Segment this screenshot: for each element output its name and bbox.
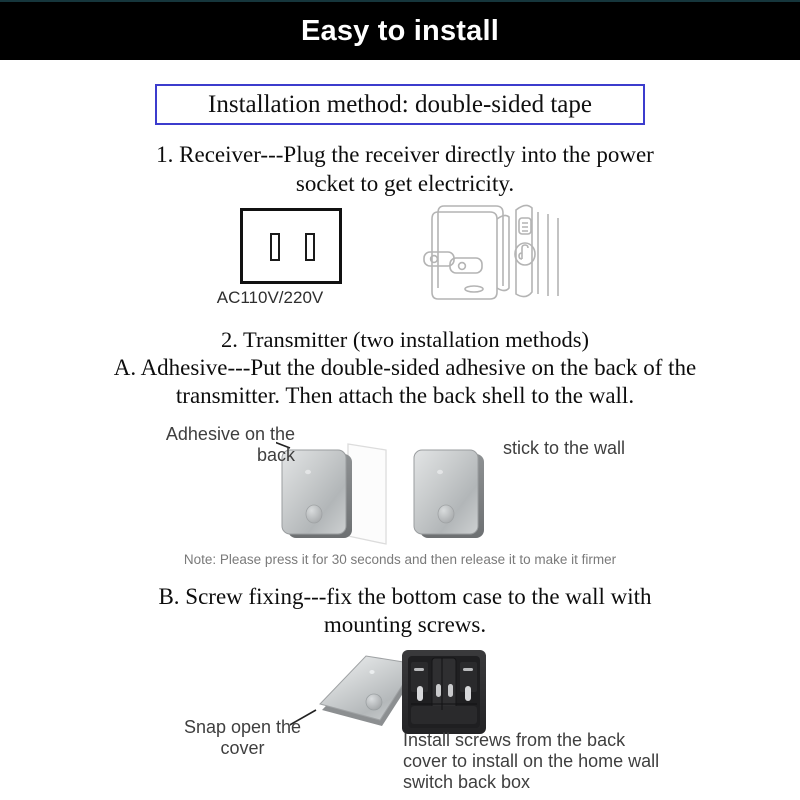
- screw-fixing-svg: [290, 644, 520, 744]
- step-1-text: 1. Receiver---Plug the receiver directly into the power socket to get electricity.: [156, 142, 654, 196]
- socket-slot-left: [270, 233, 280, 261]
- wall-switch-back-box: [402, 650, 486, 734]
- adhesive-on-back-label: Adhesive on the back: [165, 424, 295, 465]
- header-title: Easy to install: [300, 14, 499, 47]
- ac-rating-label: AC110V/220V: [216, 288, 324, 307]
- receiver-line-art: [398, 196, 588, 308]
- step-b-text: B. Screw fixing---fix the bottom case to the wall with mounting screws.: [158, 584, 652, 637]
- socket-slot-right: [305, 233, 315, 261]
- install-screws-label: Install screws from the back cover to install on the home wall switch back box: [403, 730, 660, 793]
- step-a-text: A. Adhesive---Put the double-sided adhesive on the back of the transmitter. Then attach the back shell to the wall.: [113, 355, 697, 408]
- installation-method-text: Installation method: double-sided tape: [208, 90, 592, 118]
- snap-open-cover-label: Snap open the cover: [183, 717, 302, 758]
- adhesive-sheet: [348, 444, 386, 544]
- stick-to-wall-label: stick to the wall: [502, 438, 626, 458]
- header-bar: [0, 2, 800, 60]
- step-2-text: 2. Transmitter (two installation methods): [220, 327, 590, 352]
- installation-method-box: [155, 84, 645, 125]
- receiver-svg: [398, 196, 588, 308]
- transmitter-unit-right: [414, 450, 484, 538]
- screw-fixing-art: [290, 644, 520, 744]
- press-note-label: Note: Please press it for 30 seconds and then release it to make it firmer: [183, 552, 617, 567]
- power-socket-illustration: [240, 208, 342, 284]
